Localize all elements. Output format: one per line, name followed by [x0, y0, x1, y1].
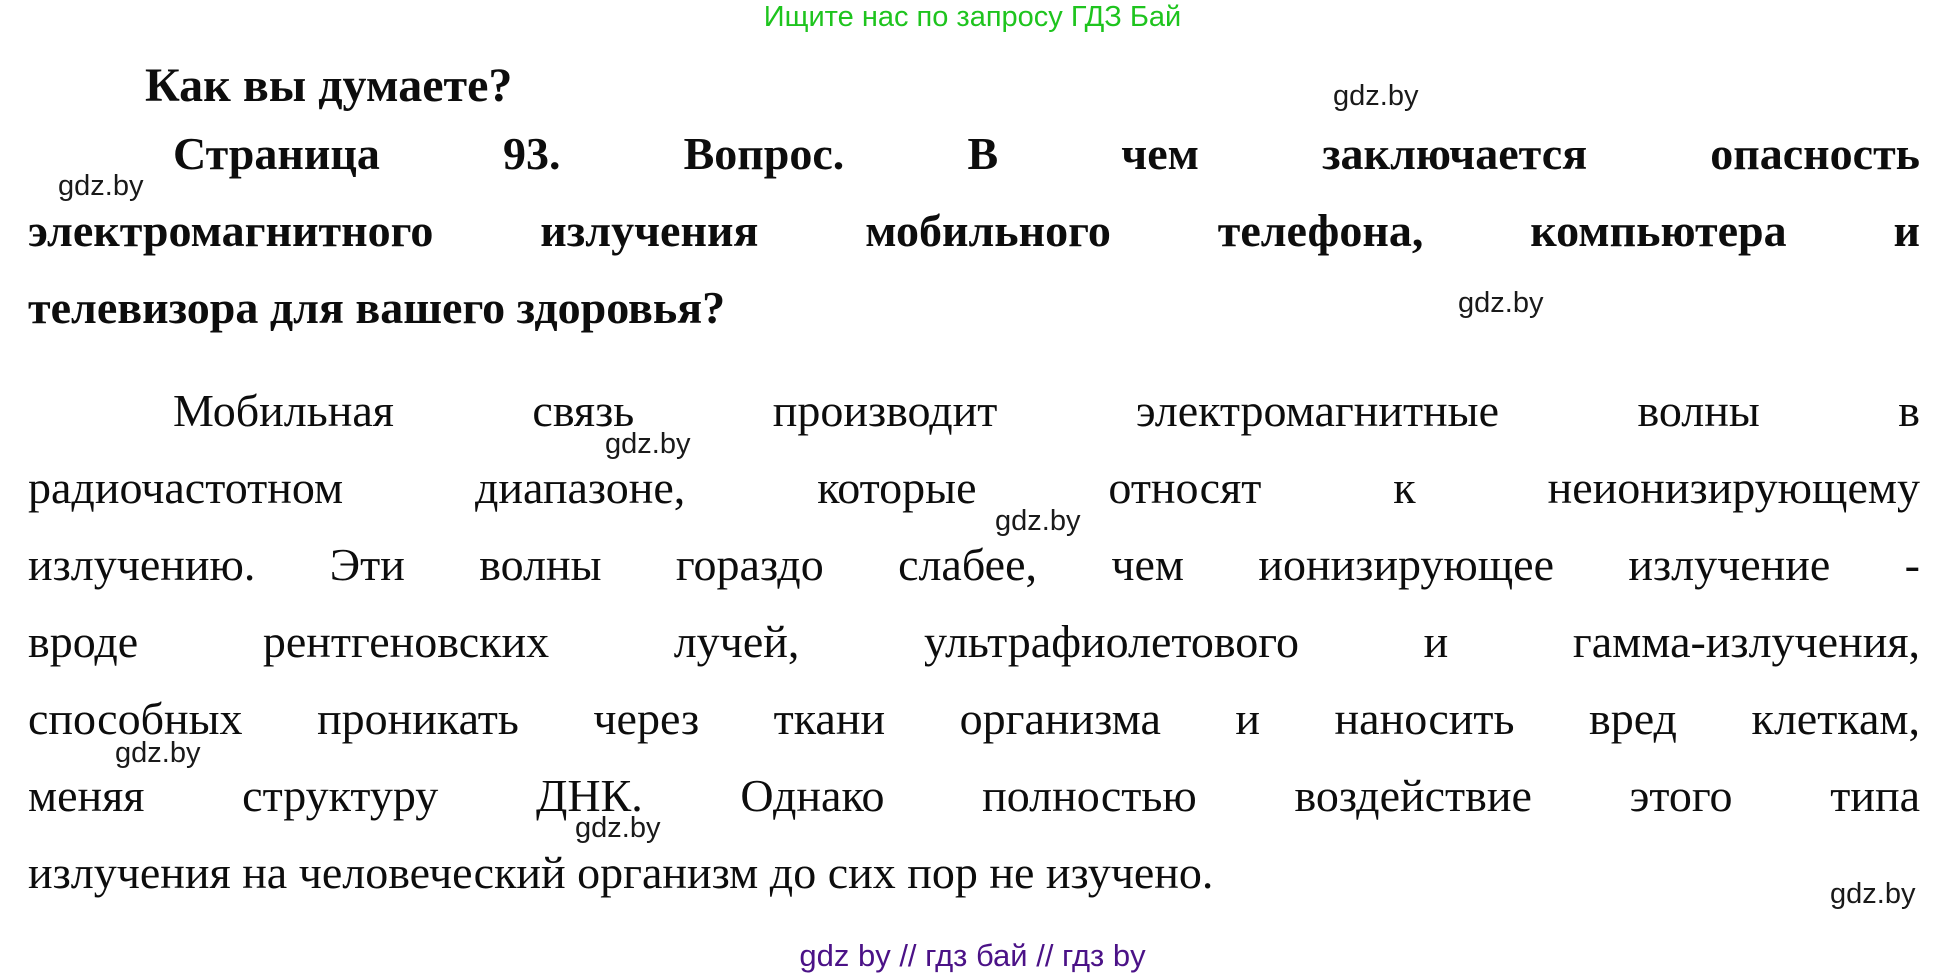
gdz-watermark: gdz.by: [1458, 287, 1544, 319]
question-line: телевизора для вашего здоровья?: [28, 282, 726, 333]
question-line: электромагнитного излучения мобильного телефона, компьютера и: [28, 205, 1920, 256]
answer-line: радиочастотном диапазоне, которые относят к неионизирующему: [28, 462, 1920, 513]
gdz-watermark: gdz.by: [575, 812, 661, 844]
answer-line: Мобильная связь производит электромагнитные волны в: [173, 385, 1920, 436]
answer-paragraph: [28, 372, 1920, 911]
gdz-watermark: gdz.by: [1830, 878, 1916, 910]
answer-line: меняя структуру ДНК. Однако полностью воздействие этого типа: [28, 770, 1920, 821]
answer-line: вроде рентгеновских лучей, ультрафиолетового и гамма-излучения,: [28, 616, 1920, 667]
page-title: Как вы думаете?: [145, 59, 513, 112]
site-banner-text: Ищите нас по запросу ГДЗ Бай: [763, 1, 1182, 33]
gdz-watermark: gdz.by: [995, 505, 1081, 537]
gdz-watermark: gdz.by: [605, 428, 691, 460]
footer-keywords: gdz by // гдз бай // гдз by: [799, 938, 1146, 973]
gdz-watermark: gdz.by: [115, 737, 201, 769]
answer-line: способных проникать через ткани организма и наносить вред клеткам,: [28, 693, 1920, 744]
gdz-watermark: gdz.by: [58, 170, 144, 202]
question-paragraph: [28, 115, 1920, 346]
answer-line: излучению. Эти волны гораздо слабее, чем ионизирующее излучение -: [28, 539, 1920, 590]
gdz-watermark: gdz.by: [1333, 80, 1419, 112]
answer-line: излучения на человеческий организм до сих пор не изучено.: [28, 847, 1214, 898]
question-line: Страница 93. Вопрос. В чем заключается опасность: [173, 128, 1920, 179]
